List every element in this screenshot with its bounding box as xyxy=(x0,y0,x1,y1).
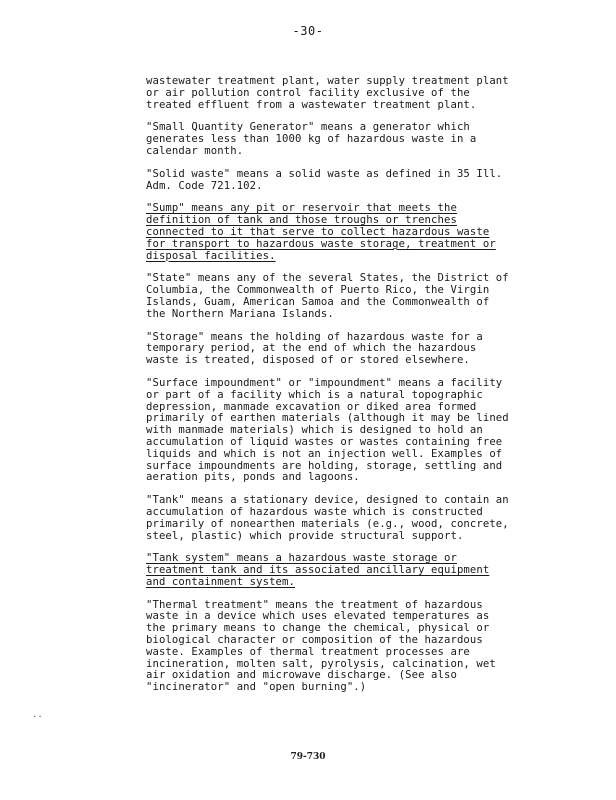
definition-tank-system: "Tank system" means a hazardous waste storage or treatment tank and its associated ancillary equipment and containment system. xyxy=(146,552,490,588)
definition-state: "State" means any of the several States, the District of Columbia, the Commonwealth of Puerto Rico, the Virgin Islands, Guam, American Samoa and the Commonwealth of the Northern Mariana Islands. xyxy=(146,272,509,320)
definition-surface-impoundment: "Surface impoundment" or "impoundment" means a facility or part of a facility which is a natural topographic depression, manmade excavation or diked area formed primarily of earthen materials (although it may be lined with manmade materials) which is designed to hold an accumulation of liquid wastes or wastes containing free liquids and which is not an injection well. Examples of surface impoundments are holding, storage, settling and aeration pits, ponds and lagoons. xyxy=(146,376,509,484)
page-number: -30- xyxy=(292,24,324,38)
margin-mark: .. xyxy=(32,710,43,720)
definition-small-quantity-generator: "Small Quantity Generator" means a generator which generates less than 1000 kg of hazardous waste in a calendar month. xyxy=(146,121,477,157)
definition-sump: "Sump" means any pit or reservoir that meets the definition of tank and those troughs or trenches connected to it that serve to collect hazardous waste for transport to hazardous waste storage, treatment or disposal facilities. xyxy=(146,202,496,262)
footer-page-code: 79-730 xyxy=(290,752,326,762)
definition-solid-waste: "Solid waste" means a solid waste as defined in 35 Ill. Adm. Code 721.102. xyxy=(146,167,503,192)
definition-thermal-treatment: "Thermal treatment" means the treatment of hazardous waste in a device which uses elevated temperatures as the primary means to change the chemical, physical or biological character or composition of the hazardous waste. Examples of thermal treatment processes are incineration, molten salt, pyrolysis, calcination, wet air oxidation and microwave discharge. (See also "incinerator" and "open burning".) xyxy=(146,598,496,694)
document-body xyxy=(146,76,566,705)
definition-tank: "Tank" means a stationary device, designed to contain an accumulation of hazardous waste which is constructed primarily of nonearthen materials (e.g., wood, concrete, steel, plastic) which provide structural support. xyxy=(146,494,509,542)
paragraph-treatment-plant-continuation: wastewater treatment plant, water supply treatment plant or air pollution control facility exclusive of the treated effluent from a wastewater treatment plant. xyxy=(146,75,509,111)
definition-storage: "Storage" means the holding of hazardous waste for a temporary period, at the end of which the hazardous waste is treated, disposed of or stored elsewhere. xyxy=(146,330,483,367)
